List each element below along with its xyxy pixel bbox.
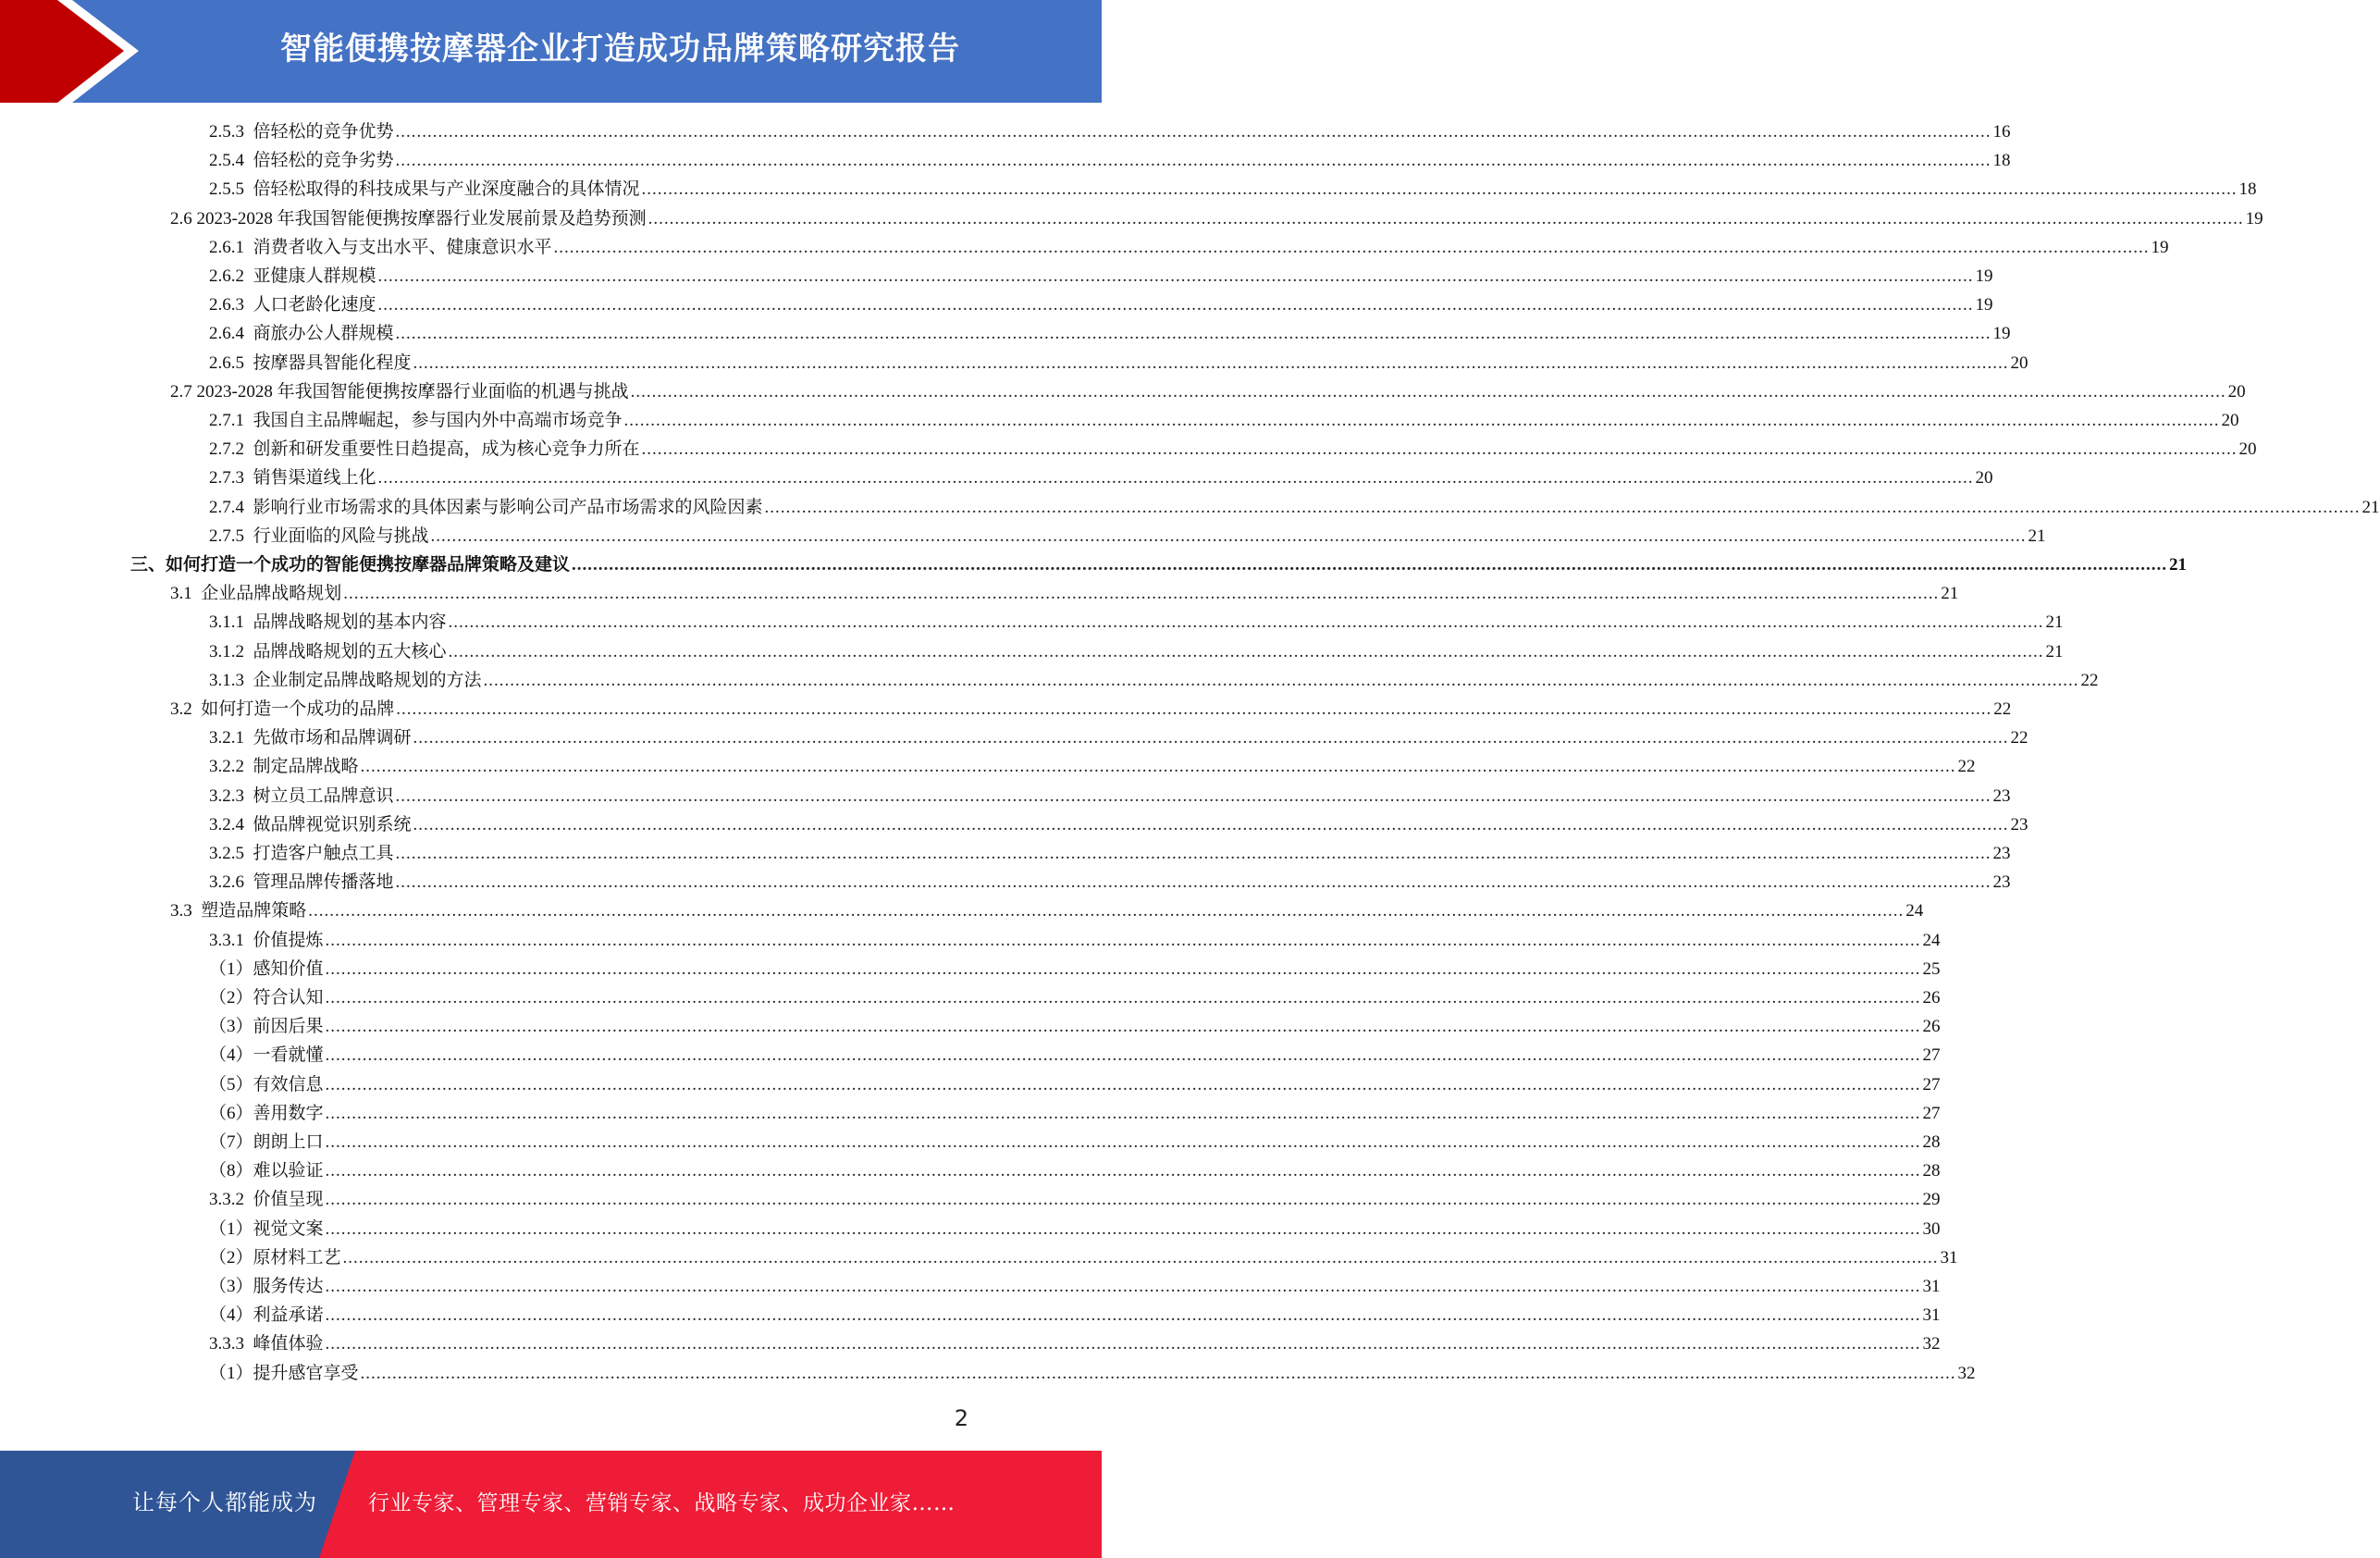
toc-entry-title: 2023-2028 年我国智能便携按摩器行业发展前景及趋势预测	[196, 208, 647, 229]
toc-entry-number: 3.2.1	[209, 728, 244, 748]
toc-dot-leader: ............................................................................................................................................................................................................................................................................................................	[395, 324, 1992, 344]
toc-dot-leader: ............................................................................................................................................................................................................................................................................................................	[413, 728, 2009, 748]
toc-entry-number: （2）	[209, 1247, 253, 1267]
toc-entry-number: 2.7.1	[209, 411, 244, 430]
toc-entry-number: （4）	[209, 1045, 253, 1066]
toc-entry-page: 31	[1940, 1247, 1958, 1267]
toc-entry-title: 创新和研发重要性日趋提高，成为核心竞争力所在	[253, 439, 640, 460]
toc-dot-leader: ............................................................................................................................................................................................................................................................................................................	[630, 381, 2226, 402]
toc-entry-spacer	[244, 810, 253, 839]
toc-entry-page: 19	[2151, 237, 2169, 257]
footer-slogan-left: 让每个人都能成为	[132, 1490, 317, 1515]
toc-entry-title: 品牌战略规划的基本内容	[253, 612, 447, 633]
toc-dot-leader: ............................................................................................................................................................................................................................................................................................................	[325, 1161, 1921, 1181]
toc-entry-number: 2.5.5	[209, 179, 244, 200]
toc-entry-spacer	[244, 666, 253, 695]
page-header	[0, 0, 1102, 103]
toc-entry-number: 3.1.2	[209, 641, 244, 662]
toc-entry-title: 按摩器具智能化程度	[253, 352, 412, 373]
report-title: 智能便携按摩器企业打造成功品牌策略研究报告	[280, 31, 960, 68]
toc-entry[interactable]	[209, 146, 2011, 175]
toc-entry-number: （1）	[209, 1218, 253, 1239]
toc-dot-leader: ............................................................................................................................................................................................................................................................................................................	[308, 901, 1905, 921]
toc-entry-title: 做品牌视觉识别系统	[253, 814, 412, 835]
toc-dot-leader: ............................................................................................................................................................................................................................................................................................................	[325, 1017, 1921, 1037]
toc-entry-page: 18	[2238, 179, 2257, 200]
toc-entry-spacer	[244, 608, 253, 637]
toc-entry[interactable]	[209, 1243, 1958, 1272]
toc-dot-leader: ............................................................................................................................................................................................................................................................................................................	[764, 497, 2361, 517]
toc-entry-spacer	[244, 349, 253, 377]
toc-entry-number: （4）	[209, 1305, 253, 1326]
toc-dot-leader: ............................................................................................................................................................................................................................................................................................................	[553, 237, 2150, 257]
toc-entry[interactable]	[170, 695, 2012, 723]
toc-entry-spacer	[244, 782, 253, 810]
toc-dot-leader: ............................................................................................................................................................................................................................................................................................................	[377, 266, 1974, 286]
footer-slogan-right: 行业专家、管理专家、营销专家、战略专家、成功企业家……	[368, 1491, 956, 1515]
toc-entry-spacer	[192, 896, 202, 925]
toc-entry[interactable]	[209, 723, 2029, 752]
toc-dot-leader: ............................................................................................................................................................................................................................................................................................................	[623, 411, 2220, 430]
toc-dot-leader: ............................................................................................................................................................................................................................................................................................................	[325, 1190, 1921, 1210]
toc-entry-title: 善用数字	[253, 1103, 324, 1123]
toc-entry-page: 26	[1922, 988, 1941, 1008]
toc-dot-leader: ............................................................................................................................................................................................................................................................................................................	[325, 1305, 1921, 1326]
toc-dot-leader: ............................................................................................................................................................................................................................................................................................................	[377, 295, 1974, 315]
toc-entry-page: 31	[1922, 1277, 1941, 1296]
toc-entry[interactable]	[209, 839, 2011, 868]
toc-entry-number: （1）	[209, 1363, 253, 1383]
toc-entry-page: 24	[1922, 930, 1941, 950]
toc-entry-number: （3）	[209, 1017, 253, 1037]
toc-entry-title: 2023-2028 年我国智能便携按摩器行业面临的机遇与挑战	[196, 381, 629, 402]
toc-entry-page: 30	[1922, 1218, 1941, 1239]
toc-entry-number: （7）	[209, 1132, 253, 1152]
toc-entry[interactable]	[209, 435, 2257, 464]
toc-entry[interactable]	[209, 1041, 1941, 1070]
toc-dot-leader: ............................................................................................................................................................................................................................................................................................................	[395, 151, 1992, 171]
toc-entry-page: 32	[1922, 1334, 1941, 1354]
toc-entry-title: 管理品牌传播落地	[253, 872, 394, 893]
toc-entry[interactable]	[209, 1185, 1941, 1214]
toc-entry[interactable]	[209, 1272, 1941, 1301]
toc-entry-page: 20	[2227, 381, 2246, 402]
toc-entry-spacer	[244, 175, 253, 204]
toc-dot-leader: ............................................................................................................................................................................................................................................................................................................	[448, 641, 2044, 662]
toc-entry-title: 企业制定品牌战略规划的方法	[253, 670, 482, 690]
toc-dot-leader: ............................................................................................................................................................................................................................................................................................................	[448, 612, 2044, 633]
toc-entry-title: 行业面临的风险与挑战	[253, 526, 429, 546]
toc-entry-spacer	[244, 319, 253, 348]
toc-entry-page: 20	[2238, 439, 2257, 460]
toc-entry-spacer	[244, 464, 253, 492]
toc-entry-number: 3.2.2	[209, 757, 244, 777]
toc-entry-title: 符合认知	[253, 988, 324, 1008]
toc-entry[interactable]	[209, 493, 2380, 522]
toc-entry-number: （3）	[209, 1277, 253, 1296]
toc-entry-number: 2.7.2	[209, 439, 244, 460]
toc-entry-page: 20	[1975, 468, 1993, 488]
toc-entry-title: 商旅办公人群规模	[253, 324, 394, 344]
toc-entry-spacer	[244, 723, 253, 752]
toc-entry-page: 27	[1922, 1074, 1941, 1094]
toc-entry-title: 有效信息	[253, 1074, 324, 1094]
toc-entry-title: 视觉文案	[253, 1218, 324, 1239]
toc-entry[interactable]	[209, 868, 2011, 896]
toc-entry-number: 3.1.3	[209, 670, 244, 690]
toc-entry-page: 16	[1992, 122, 2011, 142]
toc-entry-page: 18	[1992, 151, 2011, 171]
toc-entry-page: 19	[1992, 324, 2011, 344]
toc-entry[interactable]	[209, 752, 1976, 781]
toc-entry[interactable]	[209, 522, 2046, 550]
toc-entry-title: 倍轻松取得的科技成果与产业深度融合的具体情况	[253, 179, 640, 200]
toc-entry-number: （5）	[209, 1074, 253, 1094]
toc-entry-number: 3.3.1	[209, 930, 244, 950]
toc-entry-title: 峰值体验	[253, 1334, 324, 1354]
page-footer	[0, 1451, 1102, 1558]
toc-entry[interactable]	[170, 377, 2246, 406]
toc-entry-page: 25	[1922, 958, 1941, 979]
toc-entry[interactable]	[170, 579, 1959, 608]
toc-entry-page: 22	[2010, 728, 2029, 748]
toc-entry-page: 20	[2010, 352, 2029, 373]
toc-entry-page: 24	[1905, 901, 1924, 921]
toc-entry[interactable]	[209, 349, 2029, 377]
toc-entry[interactable]	[209, 117, 2011, 146]
toc-entry-spacer	[244, 637, 253, 666]
toc-entry-title: 亚健康人群规模	[253, 266, 376, 286]
toc-entry-title: 人口老龄化速度	[253, 295, 376, 315]
toc-dot-leader: ............................................................................................................................................................................................................................................................................................................	[647, 208, 2244, 229]
toc-entry[interactable]	[170, 204, 2263, 233]
toc-dot-leader: ............................................................................................................................................................................................................................................................................................................	[483, 670, 2079, 690]
toc-entry-title: 品牌战略规划的五大核心	[253, 641, 447, 662]
toc-entry-page: 22	[2080, 670, 2099, 690]
toc-dot-leader: ............................................................................................................................................................................................................................................................................................................	[360, 1363, 1956, 1383]
toc-entry[interactable]	[209, 1359, 1976, 1388]
toc-dot-leader: ............................................................................................................................................................................................................................................................................................................	[641, 179, 2238, 200]
toc-entry-page: 31	[1922, 1305, 1941, 1326]
toc-dot-leader: ............................................................................................................................................................................................................................................................................................................	[377, 468, 1974, 488]
toc-entry-number: 3.3	[170, 901, 192, 921]
toc-entry[interactable]	[209, 1012, 1941, 1041]
toc-entry[interactable]	[209, 406, 2239, 435]
toc-entry-title: 打造客户触点工具	[253, 844, 394, 863]
toc-entry-spacer	[244, 1329, 253, 1358]
toc-dot-leader: ............................................................................................................................................................................................................................................................................................................	[413, 352, 2009, 373]
toc-entry-page: 27	[1922, 1045, 1941, 1066]
toc-entry-title: 难以验证	[253, 1161, 324, 1181]
toc-dot-leader: ............................................................................................................................................................................................................................................................................................................	[325, 1103, 1921, 1123]
toc-entry-page: 23	[2010, 814, 2029, 835]
toc-entry-spacer	[244, 926, 253, 955]
toc-dot-leader: ............................................................................................................................................................................................................................................................................................................	[395, 122, 1992, 142]
toc-entry-page: 19	[2245, 208, 2263, 229]
toc-entry-title: 制定品牌战略	[253, 757, 359, 777]
toc-entry-page: 32	[1957, 1363, 1976, 1383]
toc-entry-spacer	[244, 117, 253, 146]
toc-entry-page: 21	[2045, 641, 2064, 662]
toc-entry[interactable]	[209, 1329, 1941, 1358]
toc-entry-page: 26	[1922, 1017, 1941, 1037]
toc-entry-spacer	[244, 839, 253, 868]
toc-entry-title: 倍轻松的竞争劣势	[253, 151, 394, 171]
toc-entry[interactable]	[209, 175, 2257, 204]
toc-dot-leader: ............................................................................................................................................................................................................................................................................................................	[342, 1247, 1939, 1267]
toc-entry-number: （8）	[209, 1161, 253, 1181]
toc-entry-number: （1）	[209, 958, 253, 979]
toc-entry-page: 23	[1992, 872, 2011, 893]
toc-dot-leader: ............................................................................................................................................................................................................................................................................................................	[430, 526, 2027, 546]
toc-entry-page: 27	[1922, 1103, 1941, 1123]
toc-entry-spacer	[244, 435, 253, 464]
toc-entry-title: 朗朗上口	[253, 1132, 324, 1152]
toc-entry-page: 29	[1922, 1190, 1941, 1210]
toc-entry[interactable]	[170, 896, 1924, 925]
toc-entry-number: 2.6.1	[209, 237, 244, 257]
toc-dot-leader: ............................................................................................................................................................................................................................................................................................................	[395, 872, 1992, 893]
toc-dot-leader: ............................................................................................................................................................................................................................................................................................................	[325, 1277, 1921, 1296]
toc-entry-title: 价值提炼	[253, 930, 324, 950]
toc-entry-number: 3.2.6	[209, 872, 244, 893]
toc-entry[interactable]	[209, 608, 2064, 637]
toc-entry-title: 我国自主品牌崛起，参与国内外中高端市场竞争	[253, 411, 623, 430]
toc-dot-leader: ............................................................................................................................................................................................................................................................................................................	[325, 1074, 1921, 1094]
toc-entry-title: 企业品牌战略规划	[201, 584, 342, 604]
toc-dot-leader: ............................................................................................................................................................................................................................................................................................................	[325, 1334, 1921, 1354]
toc-entry-title: 影响行业市场需求的具体因素与影响公司产品市场需求的风险因素	[253, 497, 763, 517]
toc-entry[interactable]	[209, 262, 1993, 291]
toc-entry[interactable]	[209, 1128, 1941, 1156]
toc-entry-number: 3.2.5	[209, 844, 244, 863]
toc-entry-number: 3.3.3	[209, 1334, 244, 1354]
toc-entry[interactable]	[209, 983, 1941, 1012]
toc-entry[interactable]	[209, 464, 1993, 492]
toc-entry-title: 一看就懂	[253, 1045, 324, 1066]
toc-entry-title: 原材料工艺	[253, 1247, 341, 1267]
toc-entry[interactable]	[209, 782, 2011, 810]
toc-entry-number: 3.1.1	[209, 612, 244, 633]
toc-entry-spacer	[244, 1185, 253, 1214]
toc-entry-title: 利益承诺	[253, 1305, 324, 1326]
toc-entry-spacer	[244, 406, 253, 435]
toc-entry-spacer	[244, 233, 253, 262]
toc-entry-page: 20	[2221, 411, 2239, 430]
toc-entry-page: 22	[1957, 757, 1976, 777]
toc-entry-number: 3.2.3	[209, 785, 244, 806]
toc-entry[interactable]	[209, 955, 1941, 983]
toc-dot-leader: ............................................................................................................................................................................................................................................................................................................	[360, 757, 1956, 777]
toc-entry-number: 3.2.4	[209, 814, 244, 835]
toc-entry-number: 2.5.3	[209, 122, 244, 142]
toc-entry-page: 21	[2362, 497, 2380, 517]
toc-entry-number: 2.6.3	[209, 295, 244, 315]
toc-entry[interactable]	[209, 319, 2011, 348]
toc-entry-title: 价值呈现	[253, 1190, 324, 1210]
toc-entry-spacer	[192, 579, 202, 608]
toc-dot-leader: ............................................................................................................................................................................................................................................................................................................	[325, 988, 1921, 1008]
toc-entry-spacer	[244, 262, 253, 291]
toc-entry[interactable]	[209, 1070, 1941, 1099]
toc-entry-number: 2.6.2	[209, 266, 244, 286]
toc-entry-spacer	[244, 752, 253, 781]
toc-entry[interactable]	[209, 637, 2064, 666]
toc-entry[interactable]	[209, 1215, 1941, 1243]
toc-entry[interactable]	[130, 550, 2188, 579]
toc-entry-spacer	[192, 695, 202, 723]
toc-entry-title: 树立员工品牌意识	[253, 785, 394, 806]
toc-entry-spacer	[244, 291, 253, 319]
toc-dot-leader: ............................................................................................................................................................................................................................................................................................................	[325, 958, 1921, 979]
toc-entry-spacer	[244, 868, 253, 896]
toc-dot-leader: ............................................................................................................................................................................................................................................................................................................	[413, 814, 2009, 835]
toc-entry[interactable]	[209, 233, 2169, 262]
toc-dot-leader: ............................................................................................................................................................................................................................................................................................................	[396, 699, 1992, 719]
toc-entry-number: （2）	[209, 988, 253, 1008]
toc-entry-page: 23	[1992, 844, 2011, 863]
toc-entry-spacer	[244, 493, 253, 522]
toc-entry-title: 服务传达	[253, 1277, 324, 1296]
toc-entry-number: （6）	[209, 1103, 253, 1123]
toc-entry-page: 21	[1941, 584, 1959, 604]
toc-dot-leader: ............................................................................................................................................................................................................................................................................................................	[343, 584, 1940, 604]
toc-entry-page: 19	[1975, 295, 1993, 315]
toc-entry-page: 21	[2169, 555, 2188, 575]
toc-entry-number: 3.3.2	[209, 1190, 244, 1210]
toc-entry[interactable]	[209, 1099, 1941, 1128]
toc-dot-leader: ............................................................................................................................................................................................................................................................................................................	[641, 439, 2238, 460]
toc-entry-title: 消费者收入与支出水平、健康意识水平	[253, 237, 552, 257]
toc-entry[interactable]	[209, 926, 1941, 955]
toc-entry-title: 销售渠道线上化	[253, 468, 376, 488]
toc-entry-page: 22	[1993, 699, 2012, 719]
toc-entry-page: 23	[1992, 785, 2011, 806]
toc-entry-number: 3.2	[170, 699, 192, 719]
toc-entry[interactable]	[209, 1156, 1941, 1185]
toc-dot-leader: ............................................................................................................................................................................................................................................................................................................	[395, 785, 1992, 806]
toc-entry[interactable]	[209, 666, 2099, 695]
toc-entry-title: 倍轻松的竞争优势	[253, 122, 394, 142]
toc-entry-number: 2.6.5	[209, 352, 244, 373]
toc-entry-spacer	[244, 522, 253, 550]
toc-entry-page: 28	[1922, 1161, 1941, 1181]
toc-dot-leader: ............................................................................................................................................................................................................................................................................................................	[395, 844, 1992, 863]
toc-entry-page: 19	[1975, 266, 1993, 286]
toc-entry-title: 如何打造一个成功的品牌	[201, 699, 395, 719]
toc-entry-page: 28	[1922, 1132, 1941, 1152]
toc-entry-number: 2.6	[170, 208, 192, 229]
toc-dot-leader: ............................................................................................................................................................................................................................................................................................................	[325, 1218, 1921, 1239]
toc-entry-page: 21	[2028, 526, 2046, 546]
toc-dot-leader: ............................................................................................................................................................................................................................................................................................................	[572, 555, 2168, 575]
toc-entry-title: 提升感官享受	[253, 1363, 359, 1383]
toc-entry-number: 2.7.3	[209, 468, 244, 488]
toc-entry-title: 感知价值	[253, 958, 324, 979]
toc-entry-title: 塑造品牌策略	[201, 901, 307, 921]
toc-entry-title: 前因后果	[253, 1017, 324, 1037]
toc-entry[interactable]	[209, 291, 1993, 319]
toc-entry-title: 先做市场和品牌调研	[253, 728, 412, 748]
toc-entry-number: 2.6.4	[209, 324, 244, 344]
toc-entry[interactable]	[209, 810, 2029, 839]
page-number: 2	[954, 1405, 968, 1431]
toc-dot-leader: ............................................................................................................................................................................................................................................................................................................	[325, 1132, 1921, 1152]
toc-entry-number: 2.5.4	[209, 151, 244, 171]
toc-dot-leader: ............................................................................................................................................................................................................................................................................................................	[325, 930, 1921, 950]
toc-entry-number: 2.7.4	[209, 497, 244, 517]
toc-entry-spacer	[244, 146, 253, 175]
toc-entry-title: 三、如何打造一个成功的智能便携按摩器品牌策略及建议	[130, 555, 571, 575]
toc-entry-number: 3.1	[170, 584, 192, 604]
toc-dot-leader: ............................................................................................................................................................................................................................................................................................................	[325, 1045, 1921, 1066]
toc-entry-number: 2.7	[170, 381, 192, 402]
toc-entry-page: 21	[2045, 612, 2064, 633]
toc-entry[interactable]	[209, 1301, 1941, 1329]
toc-entry-number: 2.7.5	[209, 526, 244, 546]
